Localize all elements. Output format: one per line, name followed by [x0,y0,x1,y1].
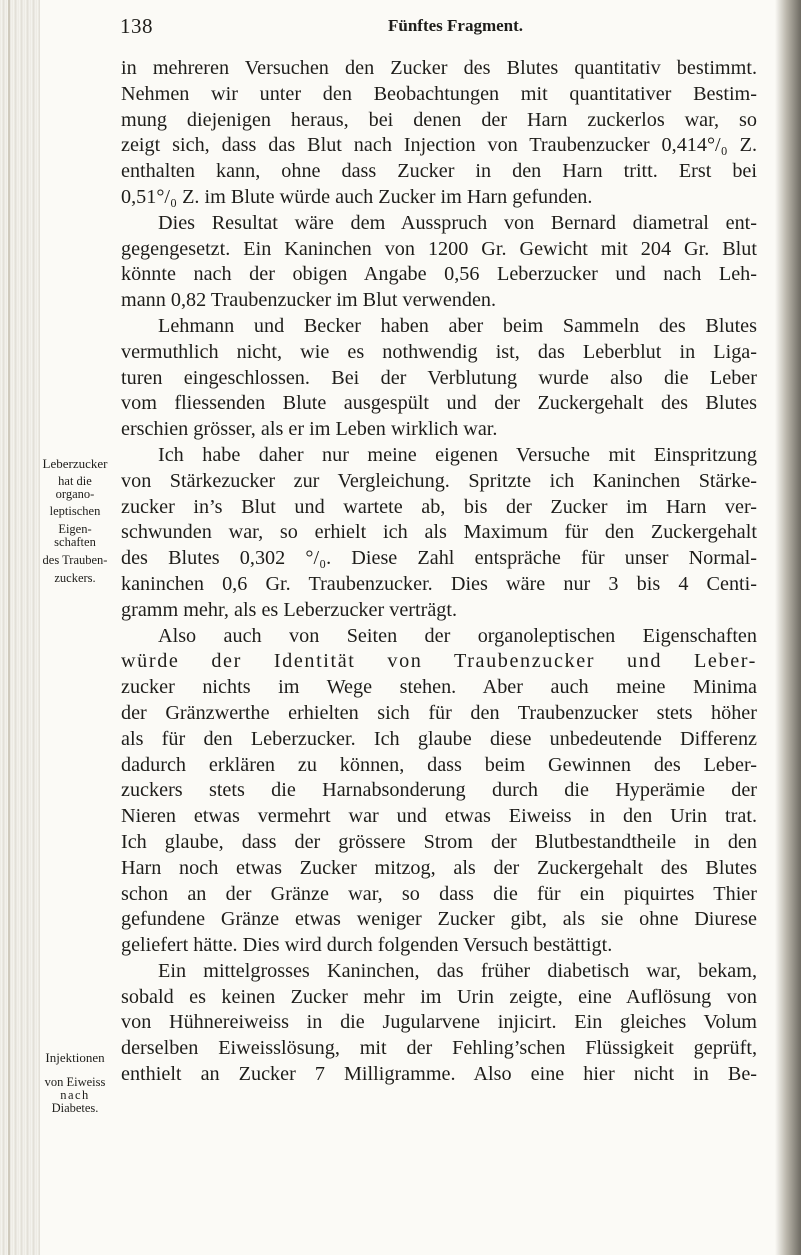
text-line: Lehmann und Becker haben aber beim Sammeln des Blutes [158,314,757,337]
page-header [120,14,720,44]
running-title: Fünftes Fragment. [388,16,524,35]
margin-note-line: zuckers. [54,571,96,586]
text-line: geliefert hätte. Dies wird durch folgenden Versuch bestättigt. [121,934,613,957]
text-line: Ich habe daher nur meine eigenen Versuche mit Einspritzung [158,443,757,466]
text-line: Ein mittelgrosses Kaninchen, das früher diabetisch war, bekam, [158,959,757,982]
margin-note-line: des Trauben- [42,553,108,568]
text-line: Also auch von Seiten der organoleptischen Eigenschaften [158,624,757,647]
text-line: zucker nichts im Wege stehen. Aber auch meine Minima [121,676,757,699]
margin-note-line: Injektionen [45,1050,105,1065]
text-line: 0,51°/₀ Z. im Blute würde auch Zucker im Harn gefunden. [121,185,593,208]
text-line: gramm mehr, als es Leberzucker verträgt. [121,598,458,621]
text-line: Dies Resultat wäre dem Ausspruch von Bernard diametral ent- [158,211,757,234]
text-line: mung diejenigen heraus, bei denen der Harn zuckerlos war, so [121,108,757,131]
text-line: Nieren etwas vermehrt war und etwas Eiweiss in den Urin trat. [121,805,757,828]
text-line: gegengesetzt. Ein Kaninchen von 1200 Gr. Gewicht mit 204 Gr. Blut [121,237,757,260]
text-line: zucker in’s Blut und wartete ab, bis der Zucker im Harn ver- [121,495,757,518]
text-line: gefundene Gränze etwas weniger Zucker gibt, als sie ohne Diurese [121,908,757,931]
margin-note-line: von Eiweiss [44,1074,106,1089]
text-line: derselben Eiweisslösung, mit der Fehling’schen Flüssigkeit geprüft, [121,1037,757,1060]
text-line: mann 0,82 Traubenzucker im Blut verwenden. [121,289,497,312]
text-line: in mehreren Versuchen den Zucker des Blutes quantitativ bestimmt. [121,57,757,79]
margin-note-line: Diabetes. [51,1100,99,1115]
text-line: enthielt an Zucker 7 Milligramme. Also eine hier nicht in Be- [121,1063,757,1086]
margin-note-line: Leberzucker [42,456,108,471]
text-line: der Gränzwerthe erhielten sich für den Traubenzucker stets höher [121,701,757,724]
page-gutter-shadow [775,0,801,1255]
text-line: des Blutes 0,302 °/₀. Diese Zahl entspräche für unser Normal- [121,547,757,570]
text-line: kaninchen 0,6 Gr. Traubenzucker. Dies wäre nur 3 bis 4 Centi- [121,572,757,595]
text-line: als für den Leberzucker. Ich glaube diese unbedeutende Differenz [121,727,757,750]
margin-note-line: organo- [55,486,95,501]
text-line: zeigt sich, dass das Blut nach Injection von Traubenzucker 0,414°/₀ Z. [121,134,757,157]
text-line: Nehmen wir unter den Beobachtungen mit quantitativer Bestim- [121,82,757,105]
text-line: zuckers stets die Harnabsonderung durch die Hyperämie der [121,779,757,802]
margin-note-line: schaften [54,534,96,549]
text-line: schwunden war, so erhielt ich als Maximum für den Zuckergehalt [121,521,757,544]
body-text [121,56,757,1088]
margin-note-line: nach [60,1087,90,1102]
binding-line [8,0,10,1255]
text-line: von Stärkezucker zur Vergleichung. Spritzte ich Kaninchen Stärke- [121,469,757,492]
text-line: vermuthlich nicht, wie es nothwendig ist, das Leberblut in Liga- [121,340,757,363]
text-line: turen eingeschlossen. Bei der Verblutung wurde also die Leber [121,366,757,389]
text-line: würde der Identität von Traubenzucker und Leber- [121,650,757,673]
margin-note-injektionen [30,1052,120,1115]
margin-note-line: hat die [58,473,92,488]
margin-note-line: Eigen- [58,521,92,536]
text-line: Ich glaube, dass der grössere Strom der Blutbestandtheile in den [121,830,757,853]
text-line: vom fliessenden Blute ausgespült und der Zuckergehalt des Blutes [121,392,757,415]
text-line: dadurch erklären zu können, dass beim Gewinnen des Leber- [121,753,757,776]
text-line: könnte nach der obigen Angabe 0,56 Leberzucker und nach Leh- [121,263,757,286]
text-line: erschien grösser, als er im Leben wirklich war. [121,418,498,441]
page-number: 138 [120,14,153,38]
text-line: von Hühnereiweiss in die Jugularvene injicirt. Ein gleiches Volum [121,1011,757,1034]
text-line: Harn noch etwas Zucker mitzog, als der Zuckergehalt des Blutes [121,856,757,879]
text-line: sobald es keinen Zucker mehr im Urin zeigte, eine Auflösung von [121,985,757,1008]
text-line: enthalten kann, ohne dass Zucker in den Harn tritt. Erst bei [121,160,757,183]
text-line: schon an der Gränze war, so dass die für ein piquirtes Thier [121,882,757,905]
margin-note-leberzucker [30,458,120,585]
margin-note-line: leptischen [49,503,101,518]
